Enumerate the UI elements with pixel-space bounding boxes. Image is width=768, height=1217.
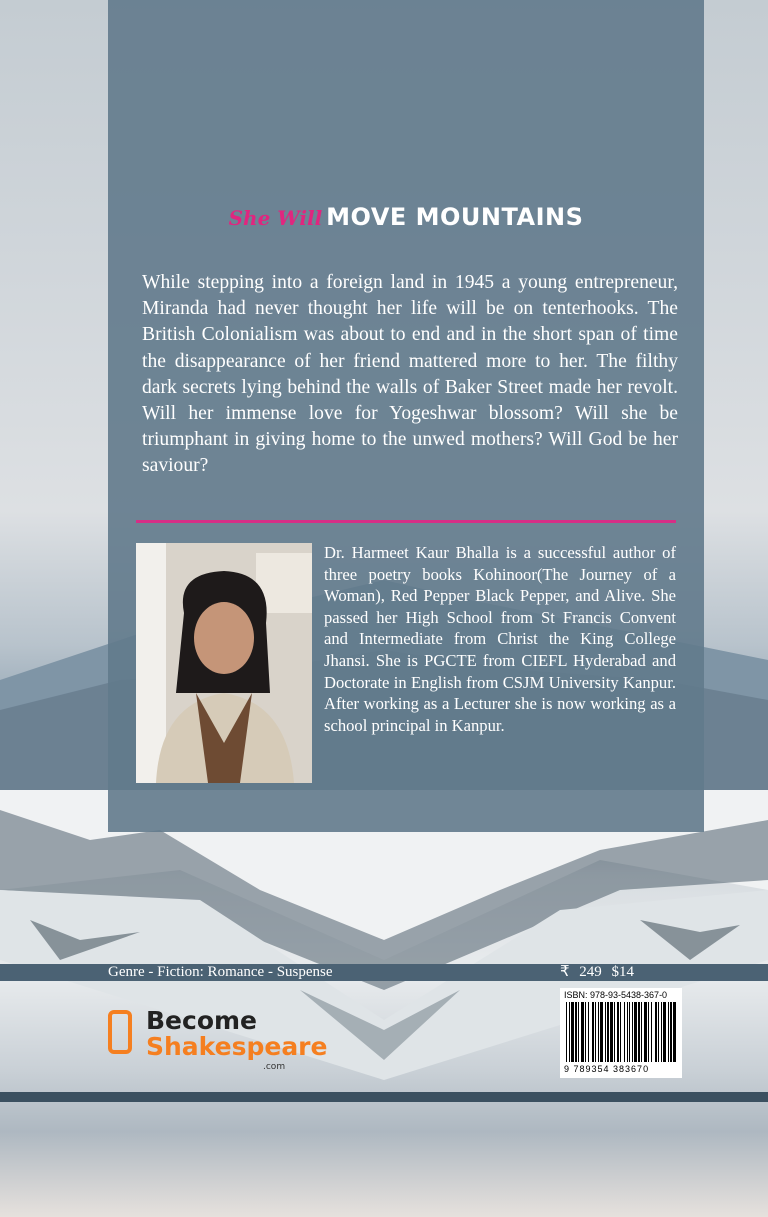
- barcode-stripe: [575, 1002, 577, 1062]
- barcode-stripe: [651, 1002, 652, 1062]
- book-blurb: While stepping into a foreign land in 1945 a young entrepreneur, Miranda had never thought her life will be on tenterhooks. The British Colonialism was about to end and in the short span of time the disappearance of her friend mattered more to her. The filthy dark secrets lying behind the walls of Baker Street made her revolt. Will her immense love for Yogeshwar blossom? Will she be triumphant in giving home to the unwed mothers? Will God be her saviour?: [142, 272, 678, 477]
- barcode-stripe: [585, 1002, 586, 1062]
- book-bracket-icon: [108, 1010, 132, 1054]
- barcode-stripe: [632, 1002, 633, 1062]
- title-script: She Will: [228, 206, 323, 230]
- publisher-logo: [108, 1008, 338, 1074]
- barcode-stripe: [571, 1002, 574, 1062]
- barcode-stripe: [581, 1002, 584, 1062]
- barcode-stripe: [648, 1002, 649, 1062]
- author-bio: Dr. Harmeet Kaur Bhalla is a successful author of three poetry books Kohinoor(The Journey of a Woman), Red Pepper Black Pepper, and Alive. She passed her High School from St Francis Convent and Intermediate from Christ the King College Jhansi. She is PGCTE from CIEFL Hyderabad and Doctorate in English from CSJM University Kanpur. After working as a Lecturer she is now working as a school principal in Kanpur.: [324, 543, 676, 735]
- barcode-stripe: [569, 1002, 570, 1062]
- bottom-bar: [0, 1092, 768, 1102]
- title-caps: MOVE MOUNTAINS: [326, 203, 584, 231]
- barcode-stripe: [661, 1002, 662, 1062]
- barcode-stripe: [663, 1002, 666, 1062]
- publisher-name-line2: Shakespeare: [146, 1032, 328, 1061]
- barcode-stripe: [644, 1002, 647, 1062]
- isbn-barcode: [560, 988, 682, 1078]
- barcode-stripe: [598, 1002, 599, 1062]
- barcode-stripe: [624, 1002, 625, 1062]
- barcode-stripe: [595, 1002, 596, 1062]
- barcode-stripe: [600, 1002, 603, 1062]
- barcode-stripe: [668, 1002, 669, 1062]
- barcode-stripe: [620, 1002, 621, 1062]
- barcode-stripe: [605, 1002, 606, 1062]
- barcode-stripe: [627, 1002, 628, 1062]
- barcode-stripe: [614, 1002, 615, 1062]
- barcode-stripe: [588, 1002, 589, 1062]
- barcode-stripe: [607, 1002, 609, 1062]
- publisher-suffix: .com: [263, 1062, 286, 1072]
- barcode-stripe: [592, 1002, 594, 1062]
- genre-text: Genre - Fiction: Romance - Suspense: [108, 964, 333, 980]
- section-divider: [136, 520, 676, 523]
- barcode-number: 9 789354 383670: [564, 1064, 650, 1074]
- barcode-stripe: [670, 1002, 672, 1062]
- author-photo: [136, 543, 312, 783]
- price-text: ₹ 249 $14: [560, 964, 635, 980]
- barcode-stripe: [610, 1002, 613, 1062]
- isbn-text: ISBN: 978-93-5438-367-0: [564, 990, 668, 1000]
- barcode-stripe: [673, 1002, 676, 1062]
- barcode-stripe: [634, 1002, 637, 1062]
- barcode-stripe: [566, 1002, 567, 1062]
- barcode-stripe: [655, 1002, 657, 1062]
- publisher-name-line1: Become: [146, 1006, 258, 1035]
- barcode-stripe: [658, 1002, 659, 1062]
- barcode-stripe: [638, 1002, 640, 1062]
- barcode-stripe: [617, 1002, 619, 1062]
- barcode-stripe: [641, 1002, 642, 1062]
- book-title: [108, 203, 704, 231]
- barcode-stripe: [629, 1002, 630, 1062]
- barcode-stripe: [578, 1002, 579, 1062]
- barcode-bars: [566, 1002, 676, 1062]
- back-cover-panel: [108, 0, 704, 832]
